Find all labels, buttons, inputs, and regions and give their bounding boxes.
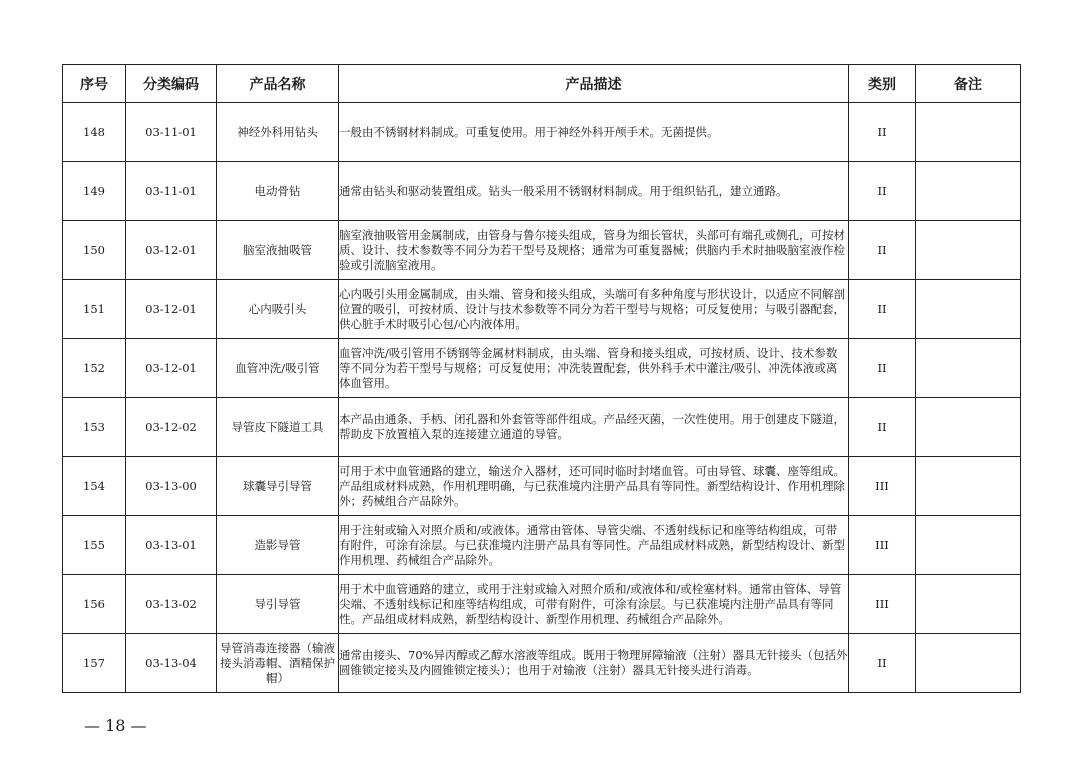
cell-category-code: 03-13-04 bbox=[126, 634, 217, 693]
header-product-description: 产品描述 bbox=[339, 65, 849, 103]
cell-class: II bbox=[849, 221, 916, 280]
product-catalog-table bbox=[62, 64, 1021, 693]
cell-class: II bbox=[849, 103, 916, 162]
cell-serial-number: 153 bbox=[63, 398, 126, 457]
cell-class: II bbox=[849, 398, 916, 457]
cell-serial-number: 148 bbox=[63, 103, 126, 162]
cell-category-code: 03-11-01 bbox=[126, 103, 217, 162]
cell-remarks bbox=[916, 339, 1021, 398]
cell-product-description: 用于术中血管通路的建立，或用于注射或输入对照介质和/或液体和/或栓塞材料。通常由管体、导管尖端、不透射线标记和座等结构组成，可带有附件，可涂有涂层。与已获准境内注册产品具有等同性。产品组成材料成熟，新型结构设计、新型作用机理、药械组合产品除外。 bbox=[339, 575, 849, 634]
cell-product-description: 心内吸引头用金属制成，由头端、管身和接头组成，头端可有多种角度与形状设计，以适应不同解剖位置的吸引，可按材质、设计与技术参数等不同分为若干型号与规格；可反复使用；与吸引器配套，供心脏手术时吸引心包/心内液体用。 bbox=[339, 280, 849, 339]
cell-serial-number: 149 bbox=[63, 162, 126, 221]
cell-class: III bbox=[849, 516, 916, 575]
cell-category-code: 03-12-01 bbox=[126, 339, 217, 398]
cell-remarks bbox=[916, 280, 1021, 339]
cell-product-name: 电动骨钻 bbox=[217, 162, 339, 221]
cell-serial-number: 155 bbox=[63, 516, 126, 575]
cell-remarks bbox=[916, 221, 1021, 280]
table-row bbox=[63, 457, 1021, 516]
cell-category-code: 03-12-01 bbox=[126, 280, 217, 339]
cell-category-code: 03-13-02 bbox=[126, 575, 217, 634]
cell-class: III bbox=[849, 457, 916, 516]
table-header-row bbox=[63, 65, 1021, 103]
table-row bbox=[63, 634, 1021, 693]
table-row bbox=[63, 162, 1021, 221]
cell-product-name: 球囊导引导管 bbox=[217, 457, 339, 516]
cell-category-code: 03-11-01 bbox=[126, 162, 217, 221]
header-category-code: 分类编码 bbox=[126, 65, 217, 103]
cell-category-code: 03-13-00 bbox=[126, 457, 217, 516]
cell-product-description: 本产品由通条、手柄、闭孔器和外套管等部件组成。产品经灭菌，一次性使用。用于创建皮下隧道，帮助皮下放置植入泵的连接建立通道的导管。 bbox=[339, 398, 849, 457]
cell-remarks bbox=[916, 575, 1021, 634]
cell-product-description: 一般由不锈钢材料制成。可重复使用。用于神经外科开颅手术。无菌提供。 bbox=[339, 103, 849, 162]
cell-remarks bbox=[916, 457, 1021, 516]
cell-product-name: 导引导管 bbox=[217, 575, 339, 634]
cell-product-name: 神经外科用钻头 bbox=[217, 103, 339, 162]
cell-serial-number: 154 bbox=[63, 457, 126, 516]
cell-class: II bbox=[849, 280, 916, 339]
cell-product-description: 用于注射或输入对照介质和/或液体。通常由管体、导管尖端、不透射线标记和座等结构组成，可带有附件，可涂有涂层。与已获准境内注册产品具有等同性。产品组成材料成熟，新型结构设计、新型作用机理、药械组合产品除外。 bbox=[339, 516, 849, 575]
header-class: 类别 bbox=[849, 65, 916, 103]
table-row bbox=[63, 516, 1021, 575]
cell-product-description: 通常由钻头和驱动装置组成。钻头一般采用不锈钢材料制成。用于组织钻孔，建立通路。 bbox=[339, 162, 849, 221]
cell-product-name: 造影导管 bbox=[217, 516, 339, 575]
cell-remarks bbox=[916, 516, 1021, 575]
cell-serial-number: 150 bbox=[63, 221, 126, 280]
cell-product-name: 导管皮下隧道工具 bbox=[217, 398, 339, 457]
cell-remarks bbox=[916, 103, 1021, 162]
cell-category-code: 03-13-01 bbox=[126, 516, 217, 575]
cell-serial-number: 152 bbox=[63, 339, 126, 398]
cell-product-name: 导管消毒连接器（输液接头消毒帽、酒精保护帽） bbox=[217, 634, 339, 693]
cell-serial-number: 157 bbox=[63, 634, 126, 693]
table-row bbox=[63, 398, 1021, 457]
cell-remarks bbox=[916, 634, 1021, 693]
cell-serial-number: 156 bbox=[63, 575, 126, 634]
header-serial-number: 序号 bbox=[63, 65, 126, 103]
table-row bbox=[63, 221, 1021, 280]
cell-product-name: 心内吸引头 bbox=[217, 280, 339, 339]
cell-product-description: 血管冲洗/吸引管用不锈钢等金属材料制成，由头端、管身和接头组成，可按材质、设计、技术参数等不同分为若干型号与规格；可反复使用；冲洗装置配套，供外科手术中灌注/吸引、冲洗体液或离体血管用。 bbox=[339, 339, 849, 398]
cell-class: II bbox=[849, 634, 916, 693]
cell-product-description: 通常由接头、70%异丙醇或乙醇水溶液等组成。既用于物理屏障输液（注射）器具无针接头（包括外圆锥锁定接头及内圆锥锁定接头）；也用于对输液（注射）器具无针接头进行消毒。 bbox=[339, 634, 849, 693]
header-product-name: 产品名称 bbox=[217, 65, 339, 103]
cell-class: II bbox=[849, 162, 916, 221]
table-row bbox=[63, 575, 1021, 634]
cell-remarks bbox=[916, 398, 1021, 457]
cell-category-code: 03-12-02 bbox=[126, 398, 217, 457]
cell-product-description: 可用于术中血管通路的建立，输送介入器材，还可同时临时封堵血管。可由导管、球囊、座等组成。产品组成材料成熟，作用机理明确，与已获准境内注册产品具有等同性。新型结构设计、作用机理除外；药械组合产品除外。 bbox=[339, 457, 849, 516]
cell-serial-number: 151 bbox=[63, 280, 126, 339]
table-row bbox=[63, 280, 1021, 339]
table-row bbox=[63, 339, 1021, 398]
table-row bbox=[63, 103, 1021, 162]
cell-class: II bbox=[849, 339, 916, 398]
header-remarks: 备注 bbox=[916, 65, 1021, 103]
cell-category-code: 03-12-01 bbox=[126, 221, 217, 280]
cell-product-name: 血管冲洗/吸引管 bbox=[217, 339, 339, 398]
table-body bbox=[63, 103, 1021, 693]
page-number: — 18 — bbox=[84, 716, 147, 735]
cell-product-name: 脑室液抽吸管 bbox=[217, 221, 339, 280]
cell-remarks bbox=[916, 162, 1021, 221]
cell-class: III bbox=[849, 575, 916, 634]
cell-product-description: 脑室液抽吸管用金属制成，由管身与鲁尔接头组成，管身为细长管状，头部可有端孔或侧孔，可按材质、设计、技术参数等不同分为若干型号及规格；通常为可重复器械；供脑内手术时抽吸脑室液作检验或引流脑室液用。 bbox=[339, 221, 849, 280]
